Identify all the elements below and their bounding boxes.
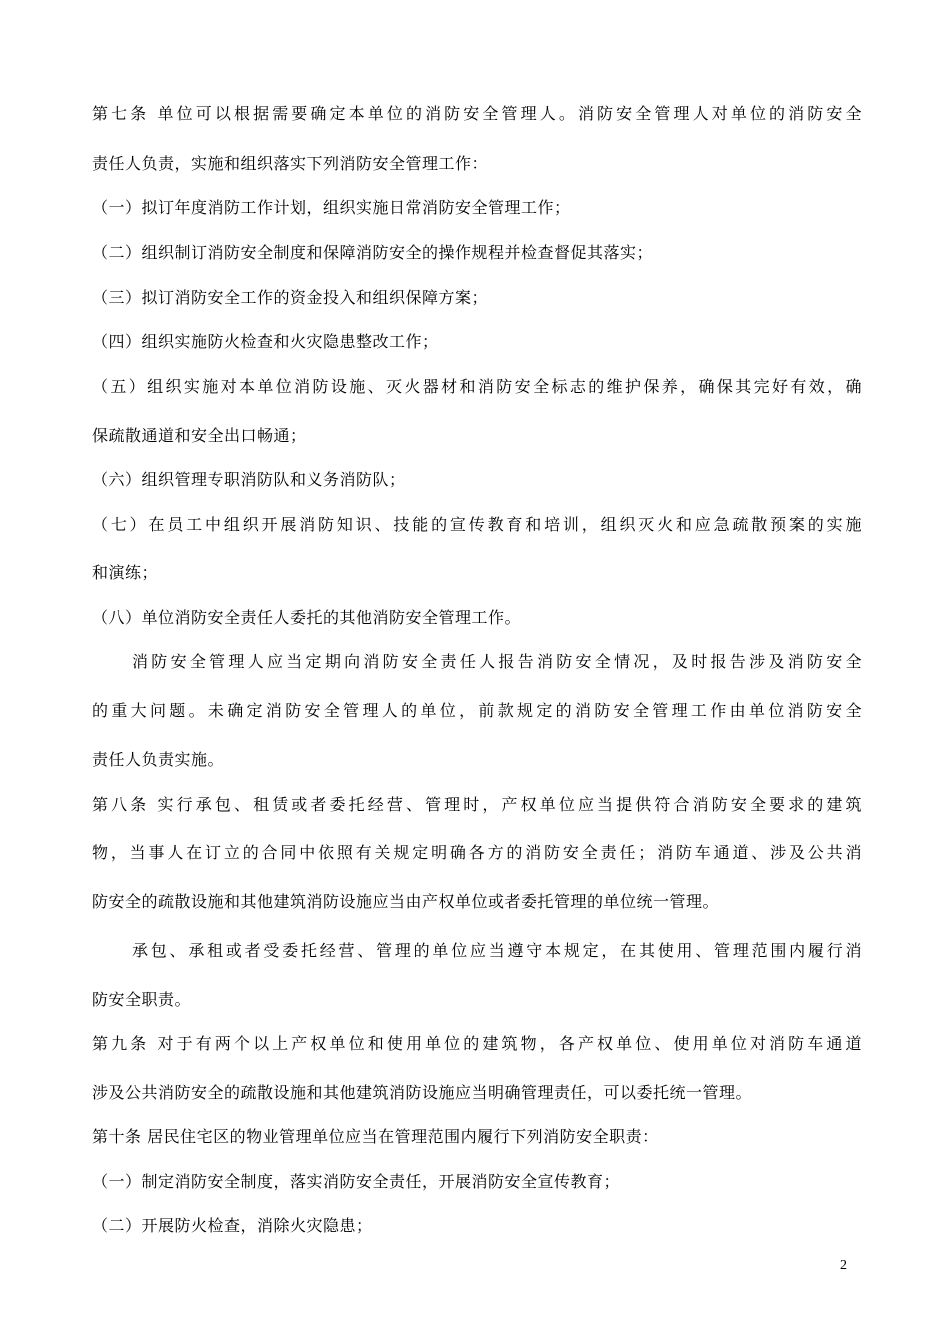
text-line-item-2: （二）组织制订消防安全制度和保障消防安全的操作规程并检查督促其落实；: [92, 243, 654, 262]
text-line-article-10-item-1: （一）制定消防安全制度，落实消防安全责任，开展消防安全宣传教育；: [92, 1172, 621, 1191]
text-line-item-6: （六）组织管理专职消防队和义务消防队；: [92, 470, 406, 489]
text-line-para-manager-part-1: 消防安全管理人应当定期向消防安全责任人报告消防安全情况，及时报告涉及消防安全: [132, 652, 862, 671]
text-line-article-8-part-1: 第八条 实行承包、租赁或者委托经营、管理时，产权单位应当提供符合消防安全要求的建筑: [92, 795, 862, 814]
text-line-item-8: （八）单位消防安全责任人委托的其他消防安全管理工作。: [92, 608, 522, 627]
text-line-article-9-part-1: 第九条 对于有两个以上产权单位和使用单位的建筑物，各产权单位、使用单位对消防车通道: [92, 1034, 862, 1053]
text-line-article-10-item-2: （二）开展防火检查，消除火灾隐患；: [92, 1216, 373, 1235]
text-line-article-8-part-3: 防安全的疏散设施和其他建筑消防设施应当由产权单位或者委托管理的单位统一管理。: [92, 892, 720, 911]
text-line-item-1: （一）拟订年度消防工作计划，组织实施日常消防安全管理工作；: [92, 198, 571, 217]
text-line-item-7-part-2: 和演练；: [92, 563, 159, 582]
text-line-para-contract-part-1: 承包、承租或者受委托经营、管理的单位应当遵守本规定，在其使用、管理范围内履行消: [132, 941, 862, 960]
text-line-para-manager-part-2: 的重大问题。未确定消防安全管理人的单位，前款规定的消防安全管理工作由单位消防安全: [92, 701, 862, 720]
text-line-article-7-part-1: 第七条 单位可以根据需要确定本单位的消防安全管理人。消防安全管理人对单位的消防安全: [92, 104, 862, 123]
text-line-article-8-part-2: 物，当事人在订立的合同中依照有关规定明确各方的消防安全责任；消防车通道、涉及公共消: [92, 843, 862, 862]
page-number: 2: [840, 1258, 847, 1273]
text-line-item-3: （三）拟订消防安全工作的资金投入和组织保障方案；: [92, 288, 489, 307]
text-line-item-5-part-2: 保疏散通道和安全出口畅通；: [92, 426, 307, 445]
text-line-article-10: 第十条 居民住宅区的物业管理单位应当在管理范围内履行下列消防安全职责：: [92, 1127, 659, 1146]
text-line-para-contract-part-2: 防安全职责。: [92, 990, 192, 1009]
text-line-item-4: （四）组织实施防火检查和火灾隐患整改工作；: [92, 332, 439, 351]
text-line-para-manager-part-3: 责任人负责实施。: [92, 750, 225, 769]
text-line-article-9-part-2: 涉及公共消防安全的疏散设施和其他建筑消防设施应当明确管理责任，可以委托统一管理。: [92, 1083, 753, 1102]
text-line-item-5-part-1: （五）组织实施对本单位消防设施、灭火器材和消防安全标志的维护保养，确保其完好有效，确: [92, 377, 862, 396]
text-line-article-7-part-2: 责任人负责，实施和组织落实下列消防安全管理工作：: [92, 154, 489, 173]
text-line-item-7-part-1: （七）在员工中组织开展消防知识、技能的宣传教育和培训，组织灭火和应急疏散预案的实施: [92, 515, 862, 534]
